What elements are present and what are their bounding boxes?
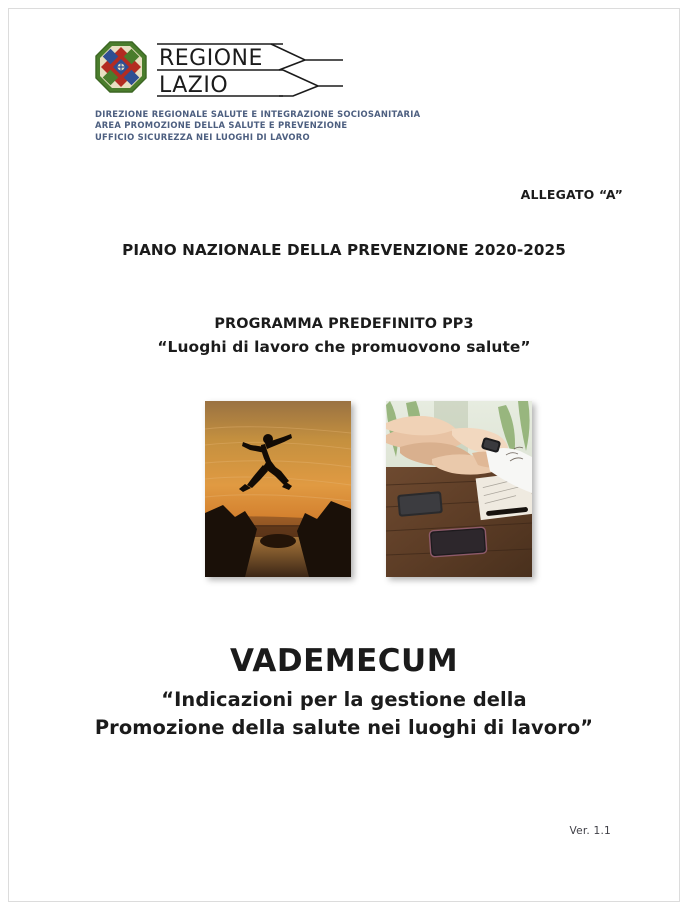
department-line-2: AREA PROMOZIONE DELLA SALUTE E PREVENZIONE [95, 120, 348, 131]
department-heading [95, 109, 515, 143]
document-header [95, 39, 515, 143]
department-line-3: UFFICIO SICUREZZA NEI LUOGHI DI LAVORO [95, 131, 310, 142]
regione-lazio-emblem-icon [95, 41, 147, 93]
wordmark-regione-text: REGIONE [159, 46, 263, 71]
vademecum-block [9, 643, 679, 739]
program-code: PROGRAMMA PREDEFINITO PP3 [214, 316, 474, 332]
main-title: VADEMECUM [229, 643, 459, 679]
annex-label: ALLEGATO “A” [520, 187, 623, 202]
subtitle-line-2: Promozione della salute nei luoghi di lavoro” [94, 716, 594, 739]
wordmark-lazio-text: LAZIO [159, 73, 229, 98]
photo-hands-teamwork [386, 401, 532, 577]
program-name: “Luoghi di lavoro che promuovono salute” [157, 338, 531, 356]
department-line-1: DIREZIONE REGIONALE SALUTE E INTEGRAZIONE SOCIOSANITARIA [95, 109, 421, 119]
regione-lazio-wordmark [155, 39, 515, 99]
plan-title: PIANO NAZIONALE DELLA PREVENZIONE 2020-2025 [122, 241, 566, 259]
regione-lazio-logo [95, 39, 515, 99]
document-page [8, 8, 680, 902]
cover-images [9, 401, 679, 579]
program-block [9, 316, 679, 356]
version-label: Ver. 1.1 [569, 825, 611, 837]
subtitle-line-1: “Indicazioni per la gestione della [161, 688, 527, 711]
photo-runner-sunset [205, 401, 351, 577]
